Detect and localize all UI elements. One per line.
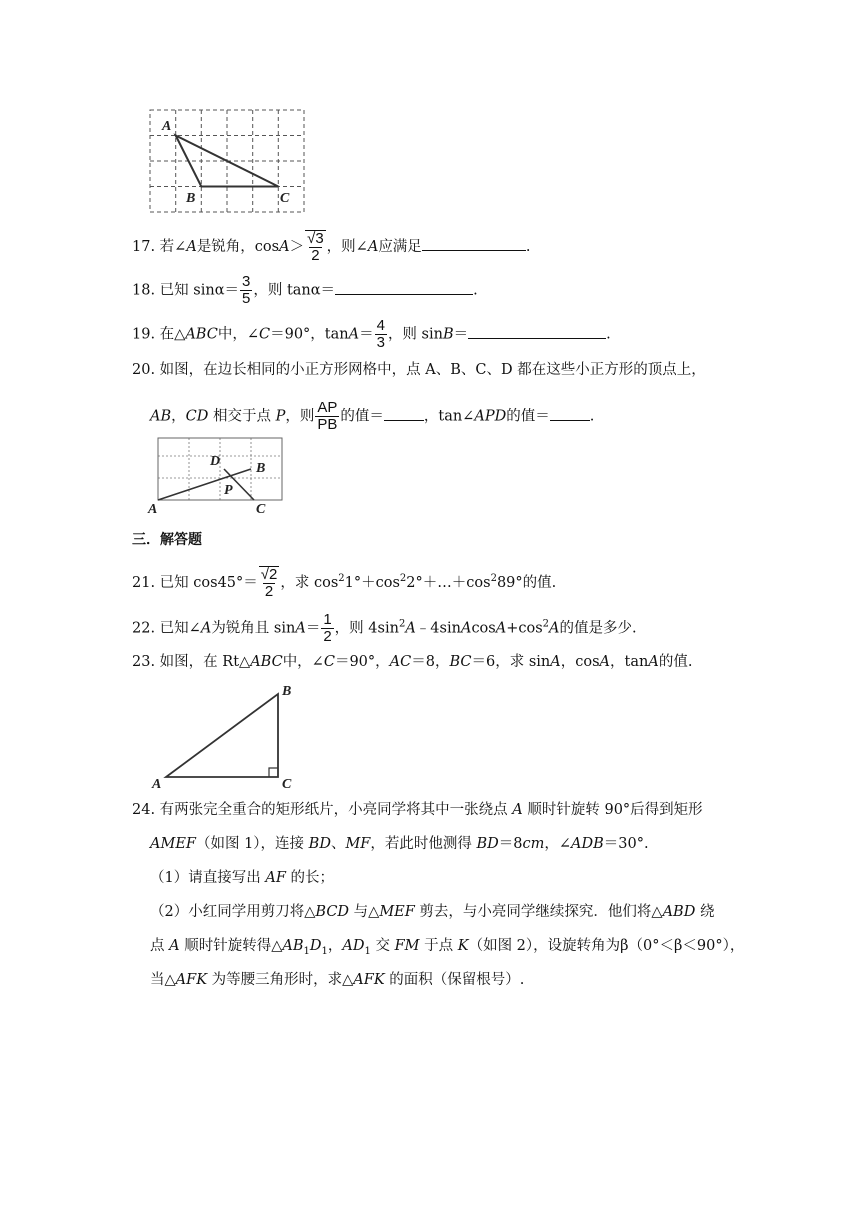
figure-right-triangle bbox=[148, 680, 303, 790]
text: 的值＝ bbox=[340, 408, 384, 425]
var: A bbox=[495, 620, 507, 637]
text: ，∠ bbox=[544, 836, 572, 852]
text: 剪去，与小亮同学继续探究．他们将△ bbox=[414, 904, 663, 920]
text: 已知∠ bbox=[159, 620, 201, 637]
label-b: B bbox=[282, 684, 292, 699]
text: 是锐角，cos bbox=[196, 239, 280, 255]
var: A bbox=[512, 802, 523, 818]
text: 如图，在边长相同的小正方形网格中，点 A、B、C、D 都在这些小正方形的顶点上， bbox=[159, 362, 706, 378]
question-number: 24. bbox=[132, 802, 156, 818]
text: 的长； bbox=[285, 870, 334, 886]
text: ，则∠ bbox=[326, 239, 368, 255]
var: A bbox=[549, 620, 560, 637]
var: A bbox=[348, 326, 360, 343]
text: 顺时针旋转得△ bbox=[179, 938, 283, 954]
text: 、 bbox=[330, 836, 346, 852]
label-a: A bbox=[162, 119, 172, 134]
label-p: P bbox=[224, 483, 233, 498]
figure-grid-intersecting-lines bbox=[146, 434, 286, 516]
text: ，求 cos bbox=[280, 575, 339, 591]
text: ，若此时他测得 bbox=[370, 836, 477, 852]
text: ＝6，求 sin bbox=[471, 654, 551, 670]
text: 1°＋cos bbox=[344, 575, 400, 591]
text: （1）请直接写出 bbox=[150, 870, 266, 886]
var: BD bbox=[308, 836, 331, 852]
text: 交 bbox=[370, 938, 395, 954]
text: 与△ bbox=[349, 904, 380, 920]
question-24-part-2-line-1 bbox=[150, 902, 714, 922]
var: BD bbox=[476, 836, 499, 852]
var: D bbox=[309, 938, 322, 954]
text: 当△ bbox=[150, 972, 176, 988]
var: MEF bbox=[379, 904, 415, 920]
text: ＝90°，tan bbox=[270, 326, 349, 343]
label-d: D bbox=[210, 454, 221, 469]
question-number: 19. bbox=[132, 326, 156, 343]
subscript: 1 bbox=[364, 945, 371, 957]
label-c: C bbox=[280, 191, 290, 206]
question-22 bbox=[132, 612, 637, 645]
var: AFK bbox=[353, 972, 385, 988]
label-c: C bbox=[282, 777, 292, 790]
text: ， bbox=[171, 408, 186, 425]
var: A bbox=[279, 239, 290, 255]
text: . bbox=[589, 408, 595, 425]
var: ABD bbox=[662, 904, 696, 920]
subscript: 1 bbox=[321, 945, 328, 957]
text: 已知 sinα＝ bbox=[159, 282, 239, 299]
text: 的值是多少. bbox=[559, 620, 637, 637]
text: 的值＝ bbox=[506, 408, 550, 425]
var: ADB bbox=[571, 836, 604, 852]
question-number: 17. bbox=[132, 239, 156, 255]
var: A bbox=[599, 654, 611, 670]
text: 相交于点 bbox=[212, 408, 276, 425]
text: ＝ bbox=[305, 620, 321, 637]
numerator: √2 bbox=[260, 566, 278, 583]
numerator: 4 bbox=[376, 317, 385, 334]
text: 在△ bbox=[159, 326, 186, 343]
text: 如图，在 Rt△ bbox=[159, 654, 251, 670]
var: APD bbox=[474, 408, 507, 425]
text: ，tan∠ bbox=[423, 408, 475, 425]
text: 为锐角且 sin bbox=[211, 620, 296, 637]
question-20-line-1 bbox=[132, 360, 706, 380]
superscript: 2 bbox=[399, 573, 407, 585]
denominator: 2 bbox=[311, 247, 320, 264]
denominator: 2 bbox=[323, 628, 332, 645]
text: ＝8， bbox=[411, 654, 450, 670]
fraction bbox=[375, 318, 387, 351]
label-c: C bbox=[256, 502, 266, 516]
question-17 bbox=[132, 230, 530, 264]
var: C bbox=[323, 654, 335, 670]
var: A bbox=[367, 239, 379, 255]
text: ，则 tanα＝ bbox=[253, 282, 336, 299]
text: ﹣4sin bbox=[415, 620, 461, 637]
text: （2）小红同学用剪刀将△ bbox=[150, 904, 316, 920]
numerator: AP bbox=[317, 399, 338, 416]
text: +cos bbox=[506, 620, 543, 637]
text: . bbox=[525, 239, 531, 255]
text: ，cos bbox=[560, 654, 600, 670]
question-number: 23. bbox=[132, 654, 156, 670]
question-24-part-1 bbox=[150, 868, 334, 888]
answer-blank[interactable] bbox=[422, 236, 526, 251]
text: 已知 cos45°＝ bbox=[159, 575, 258, 591]
text: 的值. bbox=[658, 654, 693, 670]
denominator: 3 bbox=[376, 334, 385, 351]
var: AB bbox=[150, 408, 172, 425]
superscript: 2 bbox=[542, 618, 550, 630]
superscript: 2 bbox=[490, 573, 497, 585]
text: cos bbox=[471, 620, 496, 637]
answer-blank[interactable] bbox=[335, 280, 473, 295]
text: 点 bbox=[150, 938, 170, 954]
text: ， bbox=[327, 938, 343, 954]
fraction bbox=[321, 612, 333, 645]
answer-blank[interactable] bbox=[550, 406, 590, 421]
var: K bbox=[457, 938, 469, 954]
label-a: A bbox=[148, 502, 158, 516]
answer-blank[interactable] bbox=[468, 324, 606, 339]
fraction bbox=[305, 230, 326, 264]
triangle-abc bbox=[166, 694, 278, 777]
var: BCD bbox=[315, 904, 350, 920]
var: B bbox=[442, 326, 454, 343]
question-21 bbox=[132, 566, 556, 600]
text: ＝30°. bbox=[603, 836, 649, 852]
text: 于点 bbox=[419, 938, 458, 954]
var: A bbox=[460, 620, 472, 637]
question-number: 20. bbox=[132, 362, 156, 378]
var: C bbox=[258, 326, 271, 343]
text: 应满足 bbox=[378, 239, 422, 255]
var: AC bbox=[389, 654, 412, 670]
label-a: A bbox=[152, 777, 162, 790]
section-heading: 三．解答题 bbox=[132, 532, 202, 548]
var: ABC bbox=[185, 326, 218, 343]
label-b: B bbox=[186, 191, 196, 206]
text: . bbox=[606, 326, 611, 343]
question-23 bbox=[132, 652, 692, 672]
var: A bbox=[200, 620, 212, 637]
question-number: 21. bbox=[132, 575, 156, 591]
var: AD bbox=[342, 938, 365, 954]
right-angle-mark bbox=[269, 768, 278, 777]
var: A bbox=[186, 239, 197, 255]
question-24-line-2 bbox=[150, 834, 649, 854]
question-18 bbox=[132, 274, 478, 307]
fraction bbox=[259, 566, 280, 600]
question-number: 18. bbox=[132, 282, 156, 299]
fraction bbox=[240, 274, 252, 307]
question-24-part-2-line-3 bbox=[150, 970, 524, 990]
denominator: 5 bbox=[242, 290, 251, 307]
text: 中，∠ bbox=[217, 326, 259, 343]
question-20-line-2 bbox=[150, 400, 594, 433]
segment-ab bbox=[158, 469, 251, 500]
var: A bbox=[405, 620, 416, 637]
text: ＝ bbox=[359, 326, 374, 343]
text: 的面积（保留根号）. bbox=[384, 972, 525, 988]
var: BC bbox=[449, 654, 472, 670]
var: MF bbox=[345, 836, 371, 852]
text: 若∠ bbox=[159, 239, 187, 255]
text: （如图 2），设旋转角为β（0°＜β＜90°）， bbox=[468, 938, 745, 954]
var: ABC bbox=[250, 654, 283, 670]
text: ，则 bbox=[285, 408, 315, 425]
question-19 bbox=[132, 318, 611, 351]
var: A bbox=[648, 654, 659, 670]
numerator: √3 bbox=[307, 230, 324, 247]
text: 顺时针旋转 90°后得到矩形 bbox=[522, 802, 703, 818]
var: cm bbox=[522, 836, 545, 852]
text: 中，∠ bbox=[282, 654, 324, 670]
var: AFK bbox=[175, 972, 208, 988]
var: A bbox=[295, 620, 306, 637]
question-24-line-1 bbox=[132, 800, 703, 820]
var: A bbox=[169, 938, 180, 954]
var: FM bbox=[394, 938, 420, 954]
var: AB bbox=[282, 938, 304, 954]
denominator: 2 bbox=[264, 583, 274, 600]
numerator: 3 bbox=[242, 273, 251, 290]
text: . bbox=[473, 282, 478, 299]
label-b: B bbox=[256, 461, 266, 476]
figure-grid-triangle bbox=[148, 108, 308, 214]
denominator: PB bbox=[317, 416, 338, 433]
subscript: 1 bbox=[303, 945, 310, 957]
superscript: 2 bbox=[398, 618, 406, 630]
superscript: 2 bbox=[338, 573, 345, 585]
text: ＝8 bbox=[498, 836, 523, 852]
text: ＝ bbox=[453, 326, 469, 343]
text: 绕 bbox=[695, 904, 715, 920]
question-24-part-2-line-2 bbox=[150, 936, 744, 962]
text: ＝90°， bbox=[334, 654, 390, 670]
var: CD bbox=[185, 408, 209, 425]
text: ，则 4sin bbox=[334, 620, 399, 637]
text: 为等腰三角形时，求△ bbox=[207, 972, 354, 988]
text: 有两张完全重合的矩形纸片，小亮同学将其中一张绕点 bbox=[159, 802, 513, 818]
var: AF bbox=[265, 870, 286, 886]
numerator: 1 bbox=[323, 611, 332, 628]
text: 2°＋…＋cos bbox=[406, 575, 491, 591]
text: ，则 sin bbox=[387, 326, 443, 343]
text: ＞ bbox=[289, 239, 305, 255]
text: 89°的值. bbox=[496, 575, 557, 591]
answer-blank[interactable] bbox=[384, 406, 424, 421]
var: A bbox=[550, 654, 561, 670]
question-number: 22. bbox=[132, 620, 156, 637]
text: ，tan bbox=[610, 654, 649, 670]
var: AMEF bbox=[150, 836, 196, 852]
fraction bbox=[315, 400, 339, 433]
var: P bbox=[275, 408, 286, 425]
text: （如图 1），连接 bbox=[195, 836, 309, 852]
